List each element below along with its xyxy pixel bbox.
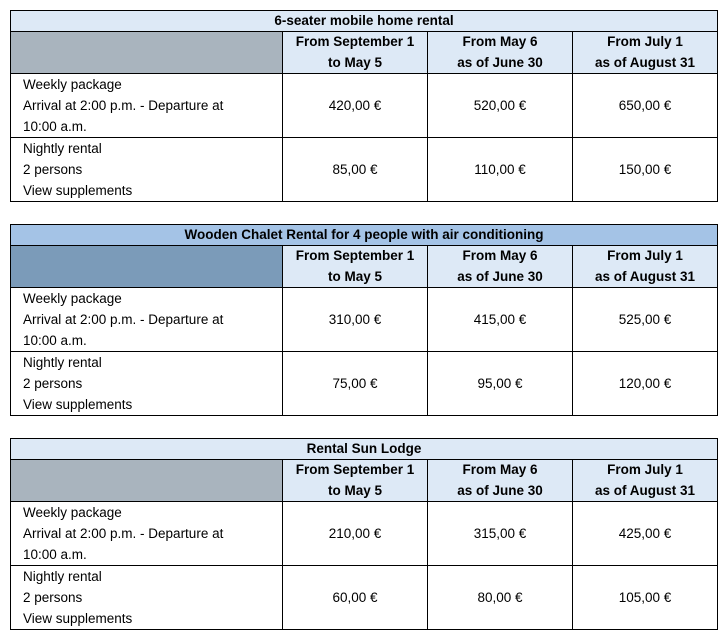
price-cell: 105,00 €	[573, 566, 718, 630]
period-header-may-june: From May 6 as of June 30	[428, 460, 573, 502]
rental-table-wooden-chalet	[10, 224, 718, 416]
price-cell: 110,00 €	[428, 138, 573, 202]
table-title: Rental Sun Lodge	[11, 439, 718, 460]
header-corner	[11, 246, 283, 288]
price-cell: 525,00 €	[573, 288, 718, 352]
rental-table-mobile-home	[10, 10, 718, 202]
price-cell: 95,00 €	[428, 352, 573, 416]
table-title: Wooden Chalet Rental for 4 people with air conditioning	[11, 225, 718, 246]
price-cell: 425,00 €	[573, 502, 718, 566]
price-cell: 80,00 €	[428, 566, 573, 630]
period-header-july-august: From July 1 as of August 31	[573, 32, 718, 74]
period-header-july-august: From July 1 as of August 31	[573, 246, 718, 288]
price-cell: 120,00 €	[573, 352, 718, 416]
period-header-sep-may: From September 1 to May 5	[283, 460, 428, 502]
row-label-weekly: Weekly package Arrival at 2:00 p.m. - Departure at 10:00 a.m.	[11, 502, 283, 566]
table-title: 6-seater mobile home rental	[11, 11, 718, 32]
price-cell: 85,00 €	[283, 138, 428, 202]
price-cell: 520,00 €	[428, 74, 573, 138]
row-label-nightly: Nightly rental 2 persons View supplements	[11, 138, 283, 202]
header-corner	[11, 32, 283, 74]
price-cell: 150,00 €	[573, 138, 718, 202]
rental-table-sun-lodge	[10, 438, 718, 630]
row-label-weekly: Weekly package Arrival at 2:00 p.m. - Departure at 10:00 a.m.	[11, 288, 283, 352]
price-cell: 420,00 €	[283, 74, 428, 138]
period-header-may-june: From May 6 as of June 30	[428, 246, 573, 288]
row-label-nightly: Nightly rental 2 persons View supplements	[11, 352, 283, 416]
period-header-sep-may: From September 1 to May 5	[283, 32, 428, 74]
price-cell: 75,00 €	[283, 352, 428, 416]
price-cell: 310,00 €	[283, 288, 428, 352]
price-cell: 60,00 €	[283, 566, 428, 630]
row-label-nightly: Nightly rental 2 persons View supplements	[11, 566, 283, 630]
price-cell: 415,00 €	[428, 288, 573, 352]
price-cell: 650,00 €	[573, 74, 718, 138]
header-corner	[11, 460, 283, 502]
period-header-july-august: From July 1 as of August 31	[573, 460, 718, 502]
price-cell: 210,00 €	[283, 502, 428, 566]
row-label-weekly: Weekly package Arrival at 2:00 p.m. - Departure at 10:00 a.m.	[11, 74, 283, 138]
price-cell: 315,00 €	[428, 502, 573, 566]
period-header-sep-may: From September 1 to May 5	[283, 246, 428, 288]
period-header-may-june: From May 6 as of June 30	[428, 32, 573, 74]
